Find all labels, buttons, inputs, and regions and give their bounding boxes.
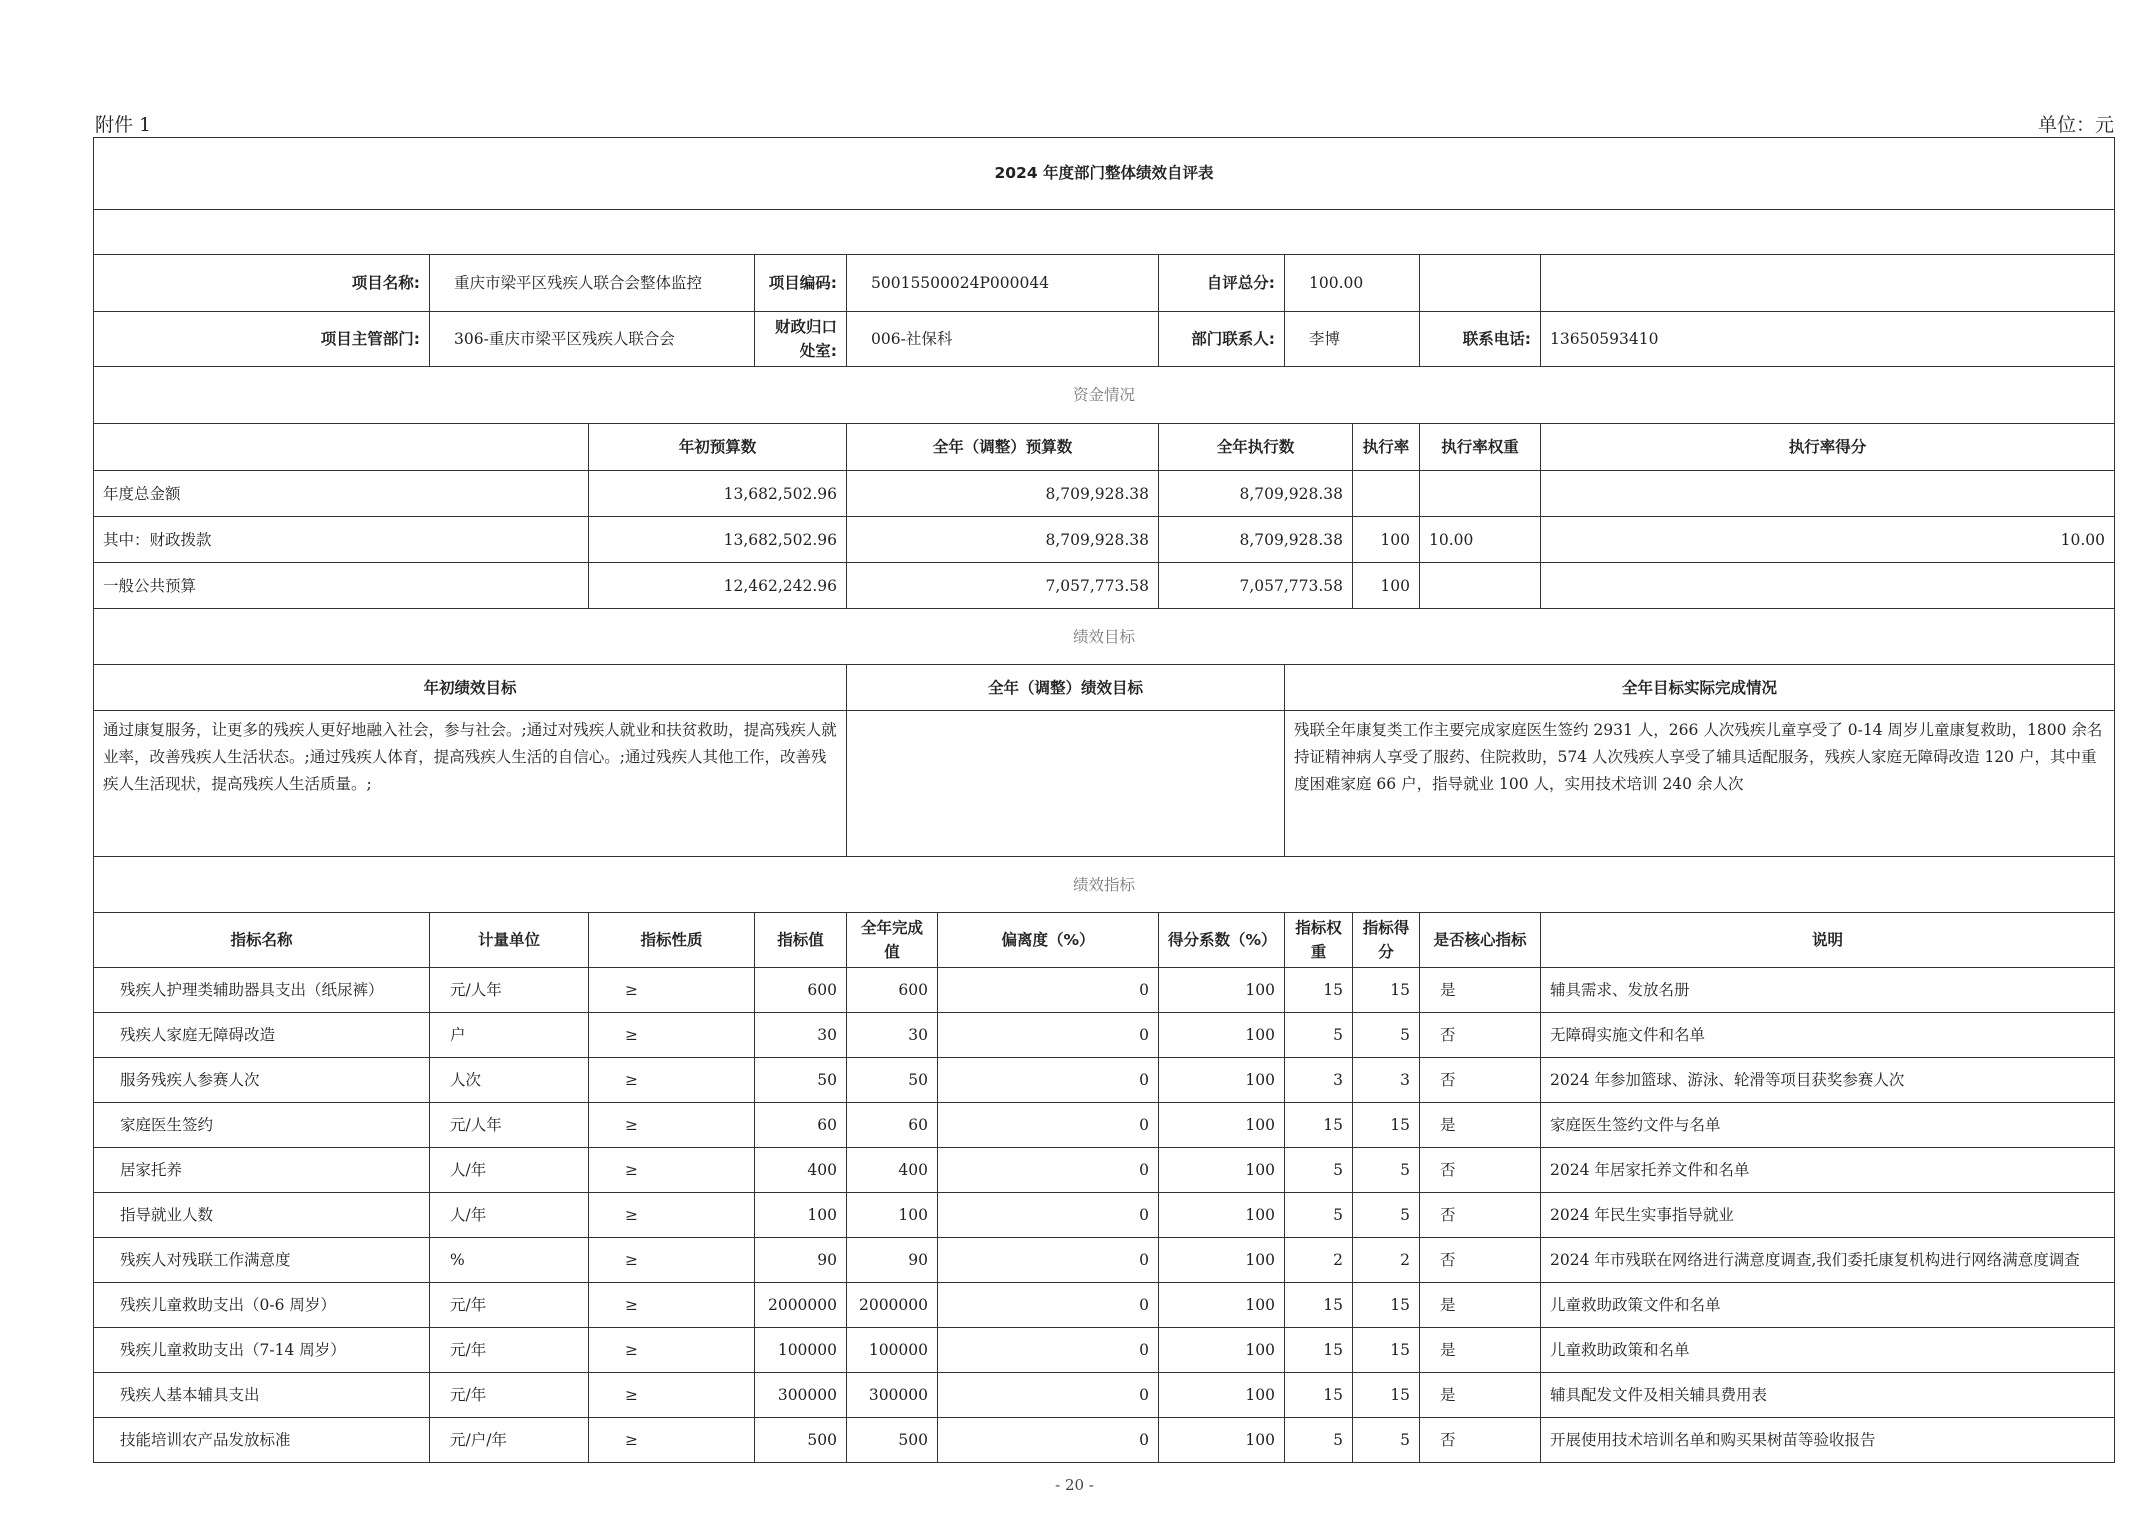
indicator-cell-weight: 5 (1285, 1418, 1353, 1463)
indicator-cell-target: 100000 (755, 1328, 847, 1373)
score-value: 100.00 (1285, 255, 1420, 312)
indicator-cell-note: 开展使用技术培训名单和购买果树苗等验收报告 (1541, 1418, 2115, 1463)
indicator-cell-unit: 人次 (430, 1058, 589, 1103)
funds-header: 全年执行数 (1159, 424, 1353, 471)
contact-label: 部门联系人: (1159, 312, 1285, 367)
funds-cell-adjusted: 7,057,773.58 (847, 563, 1159, 609)
indicator-cell-coef: 100 (1159, 1418, 1285, 1463)
indicator-cell-name: 残疾人基本辅具支出 (94, 1373, 430, 1418)
indicator-row (94, 1013, 2115, 1058)
funds-cell-rate: 100 (1353, 563, 1420, 609)
indicator-cell-unit: 户 (430, 1013, 589, 1058)
indicator-cell-score: 5 (1353, 1193, 1420, 1238)
indicator-cell-dev: 0 (938, 1328, 1159, 1373)
indicator-cell-score: 15 (1353, 1328, 1420, 1373)
indicator-cell-weight: 15 (1285, 968, 1353, 1013)
indicator-cell-unit: 元/年 (430, 1283, 589, 1328)
blank-row (94, 210, 2115, 255)
funds-cell-name: 其中：财政拨款 (94, 517, 589, 563)
indicator-header: 是否核心指标 (1420, 913, 1541, 968)
page-title: 2024 年度部门整体绩效自评表 (94, 138, 2115, 210)
indicator-header: 指标性质 (589, 913, 755, 968)
indicator-cell-note: 辅具配发文件及相关辅具费用表 (1541, 1373, 2115, 1418)
goal-initial: 通过康复服务，让更多的残疾人更好地融入社会，参与社会。;通过对残疾人就业和扶贫救助，提高残疾人就业率，改善残疾人生活状态。;通过残疾人体育，提高残疾人生活的自信心。;通过残疾人其他工作，改善残疾人生活现状，提高残疾人生活质量。; (94, 711, 847, 857)
dept-value: 306-重庆市梁平区残疾人联合会 (430, 312, 755, 367)
indicator-cell-done: 500 (847, 1418, 938, 1463)
indicator-cell-dev: 0 (938, 1103, 1159, 1148)
indicator-cell-dev: 0 (938, 1148, 1159, 1193)
indicator-cell-nature: ≥ (589, 1373, 755, 1418)
funds-header: 执行率得分 (1541, 424, 2115, 471)
finance-label: 财政归口处室: (755, 312, 847, 367)
funds-header-row (94, 424, 2115, 471)
indicator-cell-target: 30 (755, 1013, 847, 1058)
indicator-cell-done: 60 (847, 1103, 938, 1148)
indicator-cell-note: 2024 年市残联在网络进行满意度调查,我们委托康复机构进行网络满意度调查 (1541, 1238, 2115, 1283)
funds-cell-name: 年度总金额 (94, 471, 589, 517)
goal-adjusted (847, 711, 1285, 857)
indicator-cell-core: 否 (1420, 1058, 1541, 1103)
indicator-row (94, 1238, 2115, 1283)
indicator-cell-core: 否 (1420, 1148, 1541, 1193)
indicator-cell-note: 家庭医生签约文件与名单 (1541, 1103, 2115, 1148)
indicator-cell-done: 300000 (847, 1373, 938, 1418)
indicator-cell-nature: ≥ (589, 1058, 755, 1103)
indicator-cell-target: 500 (755, 1418, 847, 1463)
indicator-row (94, 1283, 2115, 1328)
indicator-cell-coef: 100 (1159, 1328, 1285, 1373)
indicator-cell-core: 是 (1420, 1373, 1541, 1418)
indicator-cell-coef: 100 (1159, 1238, 1285, 1283)
indicator-row (94, 1058, 2115, 1103)
info-row-1 (94, 255, 2115, 312)
indicator-cell-done: 100000 (847, 1328, 938, 1373)
indicator-row (94, 1103, 2115, 1148)
indicator-cell-name: 残疾人对残联工作满意度 (94, 1238, 430, 1283)
indicator-cell-nature: ≥ (589, 1193, 755, 1238)
indicator-header: 得分系数（%） (1159, 913, 1285, 968)
funds-cell-initial: 13,682,502.96 (589, 517, 847, 563)
indicator-cell-coef: 100 (1159, 1283, 1285, 1328)
indicator-cell-coef: 100 (1159, 1013, 1285, 1058)
indicator-cell-target: 90 (755, 1238, 847, 1283)
dept-label: 项目主管部门: (94, 312, 430, 367)
indicator-row (94, 968, 2115, 1013)
indicator-cell-coef: 100 (1159, 1148, 1285, 1193)
indicator-header: 指标权重 (1285, 913, 1353, 968)
funds-cell-score: 10.00 (1541, 517, 2115, 563)
indicator-row (94, 1373, 2115, 1418)
page-number: - 20 - (1055, 1476, 1094, 1494)
unit-label: 单位：元 (2037, 114, 2114, 136)
indicator-cell-weight: 15 (1285, 1283, 1353, 1328)
indicator-cell-core: 否 (1420, 1238, 1541, 1283)
indicator-cell-unit: 元/年 (430, 1328, 589, 1373)
funds-section-title: 资金情况 (94, 367, 2115, 424)
funds-row (94, 517, 2115, 563)
indicator-row (94, 1418, 2115, 1463)
indicator-cell-unit: 元/户/年 (430, 1418, 589, 1463)
indicator-cell-unit: 元/人年 (430, 968, 589, 1013)
indicator-cell-core: 否 (1420, 1013, 1541, 1058)
funds-cell-rate: 100 (1353, 517, 1420, 563)
indicator-cell-name: 指导就业人数 (94, 1193, 430, 1238)
goals-header: 全年目标实际完成情况 (1285, 665, 2115, 711)
indicator-cell-dev: 0 (938, 1193, 1159, 1238)
indicator-cell-weight: 5 (1285, 1013, 1353, 1058)
funds-cell-rate (1353, 471, 1420, 517)
indicator-cell-coef: 100 (1159, 1103, 1285, 1148)
phone-label: 联系电话: (1420, 312, 1541, 367)
attachment-label: 附件 1 (95, 114, 152, 136)
indicator-cell-score: 5 (1353, 1418, 1420, 1463)
indicator-cell-dev: 0 (938, 1238, 1159, 1283)
indicator-cell-done: 30 (847, 1013, 938, 1058)
indicators-header-row (94, 913, 2115, 968)
funds-cell-weight: 10.00 (1420, 517, 1541, 563)
indicator-cell-done: 50 (847, 1058, 938, 1103)
indicator-cell-dev: 0 (938, 1418, 1159, 1463)
indicator-cell-nature: ≥ (589, 1238, 755, 1283)
indicator-cell-weight: 2 (1285, 1238, 1353, 1283)
indicator-cell-target: 600 (755, 968, 847, 1013)
indicator-header: 偏离度（%） (938, 913, 1159, 968)
indicator-row (94, 1148, 2115, 1193)
phone-value: 13650593410 (1541, 312, 2115, 367)
indicator-cell-name: 残疾儿童救助支出（7-14 周岁） (94, 1328, 430, 1373)
indicator-cell-unit: 人/年 (430, 1193, 589, 1238)
indicator-cell-name: 残疾人护理类辅助器具支出（纸尿裤） (94, 968, 430, 1013)
indicator-cell-nature: ≥ (589, 1148, 755, 1193)
indicator-cell-name: 居家托养 (94, 1148, 430, 1193)
funds-cell-score (1541, 471, 2115, 517)
indicator-cell-core: 是 (1420, 1103, 1541, 1148)
indicator-cell-core: 否 (1420, 1418, 1541, 1463)
indicator-header: 指标值 (755, 913, 847, 968)
finance-value: 006-社保科 (847, 312, 1159, 367)
funds-cell-weight (1420, 471, 1541, 517)
indicator-cell-nature: ≥ (589, 1013, 755, 1058)
indicator-cell-target: 400 (755, 1148, 847, 1193)
indicator-cell-core: 是 (1420, 1283, 1541, 1328)
funds-cell-weight (1420, 563, 1541, 609)
indicator-cell-nature: ≥ (589, 968, 755, 1013)
indicator-cell-name: 家庭医生签约 (94, 1103, 430, 1148)
indicator-cell-core: 否 (1420, 1193, 1541, 1238)
indicator-row (94, 1328, 2115, 1373)
indicator-cell-nature: ≥ (589, 1103, 755, 1148)
funds-header: 执行率权重 (1420, 424, 1541, 471)
indicator-header: 指标名称 (94, 913, 430, 968)
indicator-cell-score: 15 (1353, 1103, 1420, 1148)
project-code-label: 项目编码: (755, 255, 847, 312)
indicator-cell-name: 残疾人家庭无障碍改造 (94, 1013, 430, 1058)
indicator-cell-dev: 0 (938, 1013, 1159, 1058)
funds-header: 执行率 (1353, 424, 1420, 471)
indicator-cell-weight: 15 (1285, 1373, 1353, 1418)
indicator-cell-done: 400 (847, 1148, 938, 1193)
funds-cell-name: 一般公共预算 (94, 563, 589, 609)
indicator-cell-weight: 5 (1285, 1148, 1353, 1193)
funds-cell-executed: 8,709,928.38 (1159, 517, 1353, 563)
funds-header-blank (94, 424, 589, 471)
indicator-cell-name: 服务残疾人参赛人次 (94, 1058, 430, 1103)
indicator-cell-score: 5 (1353, 1148, 1420, 1193)
funds-cell-score (1541, 563, 2115, 609)
indicator-cell-score: 15 (1353, 1283, 1420, 1328)
funds-cell-executed: 8,709,928.38 (1159, 471, 1353, 517)
indicator-cell-score: 2 (1353, 1238, 1420, 1283)
goals-header: 年初绩效目标 (94, 665, 847, 711)
indicator-cell-target: 100 (755, 1193, 847, 1238)
indicator-cell-done: 90 (847, 1238, 938, 1283)
indicator-cell-done: 2000000 (847, 1283, 938, 1328)
indicator-cell-score: 15 (1353, 968, 1420, 1013)
indicator-cell-coef: 100 (1159, 1058, 1285, 1103)
indicator-cell-note: 2024 年参加篮球、游泳、轮滑等项目获奖参赛人次 (1541, 1058, 2115, 1103)
indicator-header: 全年完成值 (847, 913, 938, 968)
performance-table (93, 137, 2115, 1463)
score-label: 自评总分: (1159, 255, 1285, 312)
indicator-cell-target: 300000 (755, 1373, 847, 1418)
indicator-cell-unit: % (430, 1238, 589, 1283)
indicator-cell-name: 残疾儿童救助支出（0-6 周岁） (94, 1283, 430, 1328)
indicator-cell-weight: 15 (1285, 1328, 1353, 1373)
indicator-cell-score: 3 (1353, 1058, 1420, 1103)
indicator-cell-weight: 5 (1285, 1193, 1353, 1238)
funds-header: 全年（调整）预算数 (847, 424, 1159, 471)
goals-content-row (94, 711, 2115, 857)
indicator-cell-coef: 100 (1159, 1373, 1285, 1418)
goals-header-row (94, 665, 2115, 711)
indicator-cell-nature: ≥ (589, 1328, 755, 1373)
goals-section-title: 绩效目标 (94, 609, 2115, 665)
indicator-cell-dev: 0 (938, 1373, 1159, 1418)
indicator-cell-core: 是 (1420, 1328, 1541, 1373)
indicator-cell-coef: 100 (1159, 1193, 1285, 1238)
project-name: 重庆市梁平区残疾人联合会整体监控 (430, 255, 755, 312)
indicator-cell-target: 60 (755, 1103, 847, 1148)
indicator-cell-dev: 0 (938, 1058, 1159, 1103)
indicator-cell-target: 50 (755, 1058, 847, 1103)
indicator-cell-dev: 0 (938, 1283, 1159, 1328)
project-code: 50015500024P000044 (847, 255, 1159, 312)
indicator-cell-done: 600 (847, 968, 938, 1013)
goal-actual: 残联全年康复类工作主要完成家庭医生签约 2931 人，266 人次残疾儿童享受了 0-14 周岁儿童康复救助，1800 余名持证精神病人享受了服药、住院救助，574 人次残疾人享受了辅具适配服务，残疾人家庭无障碍改造 120 户，其中重度困难家庭 66 户，指导就业 100 人，实用技术培训 240 余人次 (1285, 711, 2115, 857)
funds-header: 年初预算数 (589, 424, 847, 471)
indicator-cell-done: 100 (847, 1193, 938, 1238)
indicator-cell-target: 2000000 (755, 1283, 847, 1328)
contact-value: 李博 (1285, 312, 1420, 367)
indicator-cell-nature: ≥ (589, 1283, 755, 1328)
indicator-cell-dev: 0 (938, 968, 1159, 1013)
info-row-2 (94, 312, 2115, 367)
goals-header: 全年（调整）绩效目标 (847, 665, 1285, 711)
indicator-cell-coef: 100 (1159, 968, 1285, 1013)
indicator-header: 指标得分 (1353, 913, 1420, 968)
indicator-header: 计量单位 (430, 913, 589, 968)
indicator-cell-core: 是 (1420, 968, 1541, 1013)
indicator-header: 说明 (1541, 913, 2115, 968)
empty-cell (1420, 255, 1541, 312)
indicator-cell-note: 无障碍实施文件和名单 (1541, 1013, 2115, 1058)
indicator-cell-nature: ≥ (589, 1418, 755, 1463)
indicator-cell-unit: 元/年 (430, 1373, 589, 1418)
funds-cell-adjusted: 8,709,928.38 (847, 471, 1159, 517)
funds-row (94, 471, 2115, 517)
funds-cell-executed: 7,057,773.58 (1159, 563, 1353, 609)
funds-cell-initial: 13,682,502.96 (589, 471, 847, 517)
indicator-row (94, 1193, 2115, 1238)
empty-cell (1541, 255, 2115, 312)
indicator-cell-note: 2024 年居家托养文件和名单 (1541, 1148, 2115, 1193)
indicator-cell-note: 儿童救助政策和名单 (1541, 1328, 2115, 1373)
project-name-label: 项目名称: (94, 255, 430, 312)
indicator-cell-weight: 3 (1285, 1058, 1353, 1103)
indicator-cell-weight: 15 (1285, 1103, 1353, 1148)
indicators-section-title: 绩效指标 (94, 857, 2115, 913)
indicator-cell-score: 15 (1353, 1373, 1420, 1418)
indicator-cell-note: 儿童救助政策文件和名单 (1541, 1283, 2115, 1328)
funds-row (94, 563, 2115, 609)
indicator-cell-unit: 元/人年 (430, 1103, 589, 1148)
indicator-cell-unit: 人/年 (430, 1148, 589, 1193)
indicator-cell-score: 5 (1353, 1013, 1420, 1058)
funds-cell-adjusted: 8,709,928.38 (847, 517, 1159, 563)
indicator-cell-note: 辅具需求、发放名册 (1541, 968, 2115, 1013)
indicator-cell-note: 2024 年民生实事指导就业 (1541, 1193, 2115, 1238)
funds-cell-initial: 12,462,242.96 (589, 563, 847, 609)
indicator-cell-name: 技能培训农产品发放标准 (94, 1418, 430, 1463)
